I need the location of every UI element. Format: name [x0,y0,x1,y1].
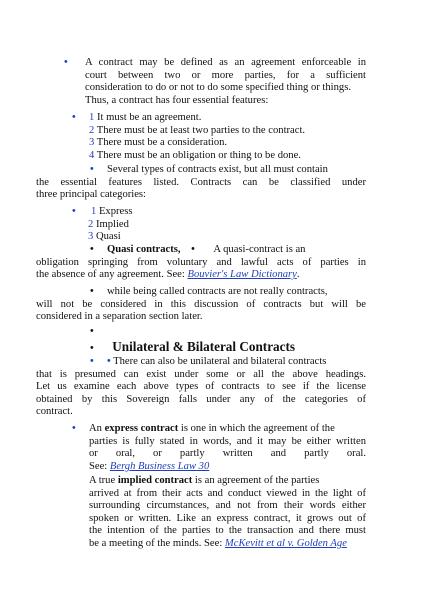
express-line-4: See: Bergh Business Law 30 [89,460,210,472]
category-item-1: 1 Express [91,206,133,217]
not-contracts-paragraph [36,286,366,324]
implied-line-3: surrounding circumstances, and not from their words either [89,500,366,512]
unilateral-line-4: obtained by this Sovereign falls under any of the categories of [36,393,366,405]
bullet-icon: • [64,57,68,68]
bullet-icon: • [106,356,111,367]
categories-list [88,206,291,244]
bullet-icon: • [90,164,94,175]
implied-paragraph [89,475,366,551]
types-line-1: • Several types of contracts exist, but all must contain [90,164,328,175]
bullet-icon: • [72,206,76,217]
feature-item-3 [89,137,379,150]
features-list [89,112,379,162]
category-item-3: 3 Quasi [88,231,121,243]
bullet-icon: • [90,286,94,297]
bullet-icon: • [90,244,94,255]
section-heading-text: Unilateral & Bilateral Contracts [112,339,296,354]
implied-line-2: arrived at from their acts and conduct viewed in the light of [89,487,366,499]
bullet-icon: • [90,356,94,367]
implied-contract-term: implied contract [117,475,193,486]
unilateral-line-1: • • There can also be unilateral and bilateral contracts [90,356,327,367]
bullet-icon: • [191,244,195,255]
types-paragraph [36,164,366,202]
express-line-1: An express contract is one in which the agreement of the [89,423,335,434]
quasi-line-2: obligation springing from voluntary and lawful acts of parties in [36,256,366,268]
feature-number: 3 [89,137,95,149]
intro-line-3: consideration to do or not to do some specified thing or things. [85,82,351,94]
bergh-reference-link[interactable]: Bergh Business Law 30 [109,460,210,472]
feature-number: 1 [89,112,95,123]
feature-text: There must be a consideration. [96,137,228,149]
feature-item-4 [89,150,379,163]
not-contracts-line-2: will not be considered in this discussion of contracts but will be [36,298,366,310]
feature-number: 4 [89,149,95,161]
implied-line-6: be a meeting of the minds. See: McKevitt et al v. Golden Age [89,537,347,549]
types-line-2: the essential features listed. Contracts can be classified under [36,176,366,188]
mckevitt-reference-link[interactable]: McKevitt et al v. Golden Age [224,537,347,549]
types-line-3: three principal categories: [36,189,147,201]
quasi-line-1: • Quasi contracts, • A quasi-contract is an [90,244,306,255]
not-contracts-line-3: considered in a separation section later. [36,311,203,323]
feature-text: There must be at least two parties to the contract. [96,124,306,136]
unilateral-line-5: contract. [36,406,73,418]
quasi-paragraph [36,244,366,282]
bullet-icon: • [90,326,94,337]
quasi-line-3: the absence of any agreement. See: Bouvier's Law Dictionary. [36,269,300,281]
feature-text: There must be an obligation or thing to be done. [96,149,301,161]
intro-line-1: A contract may be defined as an agreement enforceable in [85,57,366,68]
bouvier-reference-link[interactable]: Bouvier's Law Dictionary [187,269,297,281]
implied-line-1: A true implied contract is an agreement of the parties [89,475,320,486]
bullet-icon: • [90,343,94,354]
bullet-icon: • [72,112,76,123]
feature-item-2 [89,125,379,138]
unilateral-paragraph [36,356,366,419]
express-line-2: parties is fully stated in words, and it may be either written [89,435,366,447]
implied-line-5: the intention of the parties to the transaction and there must [89,525,366,537]
intro-line-4: Thus, a contract has four essential features: [85,94,269,106]
quasi-label: Quasi contracts, [106,244,181,255]
express-line-3: or oral, or partly written and partly oral. [89,448,366,460]
express-paragraph [89,423,366,473]
unilateral-line-3: Let us examine each above types of contracts to see if the license [36,381,366,393]
feature-item-1 [89,112,379,125]
feature-number: 2 [89,124,95,136]
feature-text: It must be an agreement. [96,112,202,123]
not-contracts-line-1: • while being called contracts are not really contracts, [90,286,328,297]
intro-line-2: court between two or more parties, for a sufficient [85,69,366,81]
section-heading [90,341,370,356]
unilateral-line-2: that is presumed can exist under some or all the above headings. [36,368,366,380]
category-item-2: 2 Implied [88,218,129,230]
bullet-icon: • [72,423,76,434]
intro-paragraph [85,57,366,107]
express-contract-term: express contract [104,423,179,434]
implied-line-4: spoken or written. Like an express contract, it grows out of [89,512,366,524]
